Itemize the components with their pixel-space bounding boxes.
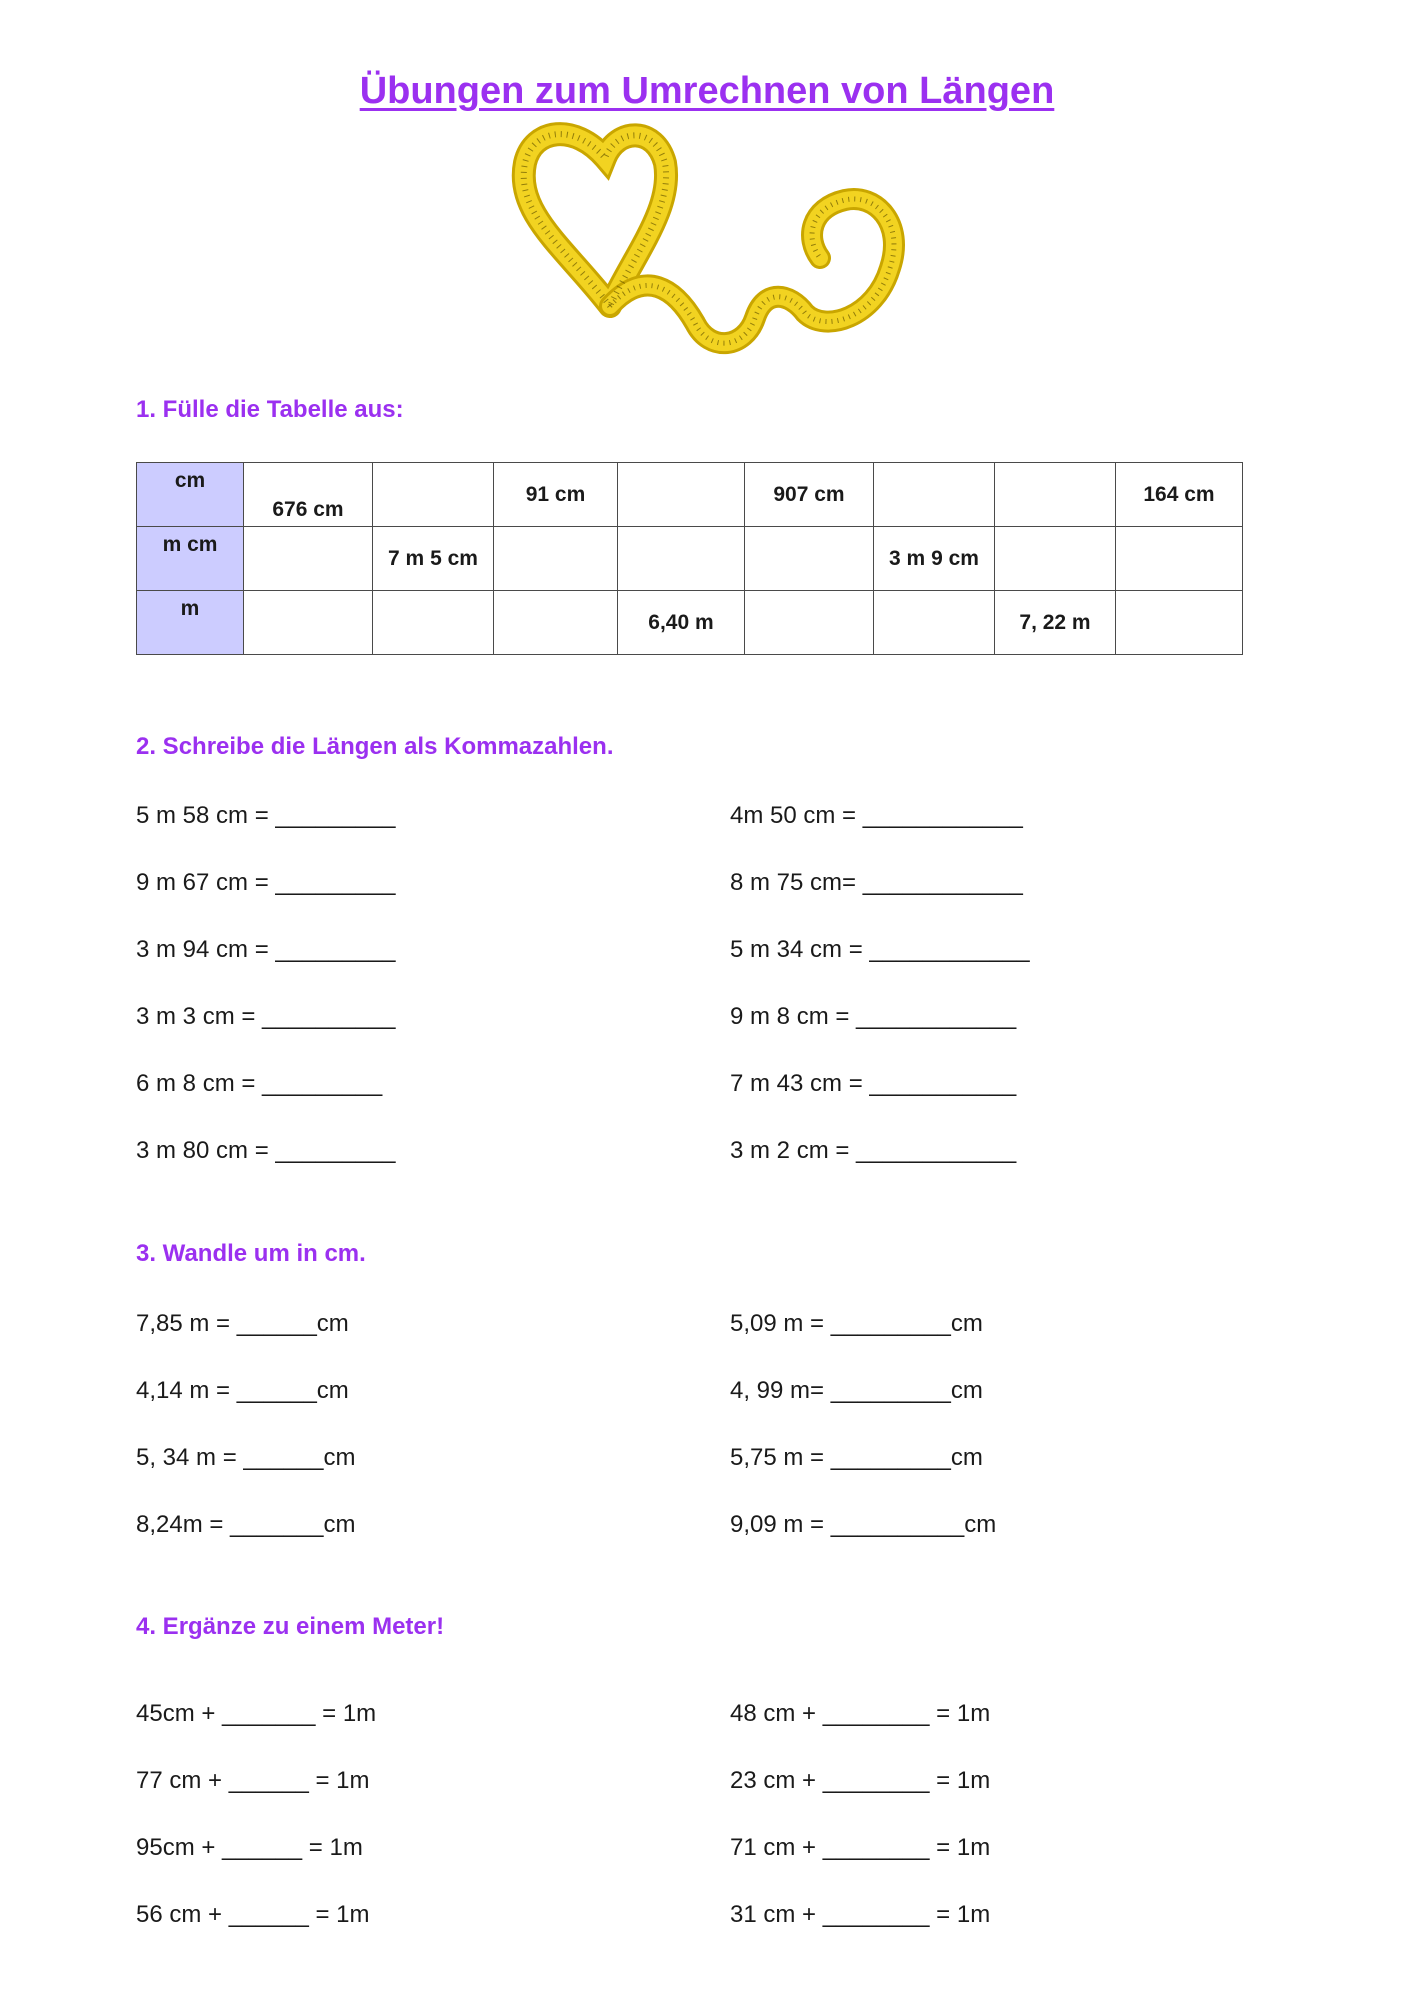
row-header-m: m [137, 591, 244, 655]
exercise-item: 5, 34 m = ______cm [136, 1444, 356, 1471]
table-cell[interactable]: 3 m 9 cm [874, 527, 995, 591]
table-cell[interactable] [874, 463, 995, 527]
table-cell[interactable]: 164 cm [1116, 463, 1243, 527]
section-2-heading: 2. Schreibe die Längen als Kommazahlen. [136, 733, 614, 760]
table-cell[interactable]: 7 m 5 cm [373, 527, 494, 591]
exercise-item: 5 m 58 cm = _________ [136, 802, 396, 829]
table-cell[interactable] [244, 527, 373, 591]
table-cell[interactable]: 7, 22 m [995, 591, 1116, 655]
exercise-item: 3 m 94 cm = _________ [136, 936, 396, 963]
table-cell[interactable]: 91 cm [494, 463, 618, 527]
table-cell[interactable] [373, 591, 494, 655]
table-row [137, 463, 1243, 527]
table-cell[interactable] [618, 463, 745, 527]
exercise-item: 45cm + _______ = 1m [136, 1700, 377, 1727]
exercise-item: 4m 50 cm = ____________ [730, 802, 1023, 829]
exercise-item: 7,85 m = ______cm [136, 1310, 349, 1337]
exercise-item: 4,14 m = ______cm [136, 1377, 349, 1404]
measuring-tape-heart-image [505, 118, 925, 363]
exercise-item: 5,09 m = _________cm [730, 1310, 983, 1337]
table-cell[interactable] [745, 591, 874, 655]
exercise-item: 5 m 34 cm = ____________ [730, 936, 1030, 963]
section-1-heading: 1. Fülle die Tabelle aus: [136, 396, 404, 423]
table-cell[interactable]: 907 cm [745, 463, 874, 527]
row-header-cm: cm [137, 463, 244, 527]
table-cell[interactable] [745, 527, 874, 591]
exercise-item: 9,09 m = __________cm [730, 1511, 997, 1538]
exercise-item: 3 m 80 cm = _________ [136, 1137, 396, 1164]
table-cell[interactable] [995, 527, 1116, 591]
exercise-item: 4, 99 m= _________cm [730, 1377, 983, 1404]
exercise-item: 3 m 3 cm = __________ [136, 1003, 396, 1030]
exercise-item: 7 m 43 cm = ___________ [730, 1070, 1017, 1097]
conversion-table [136, 462, 1243, 655]
page-title: Übungen zum Umrechnen von Längen [359, 70, 1055, 112]
table-cell[interactable] [494, 591, 618, 655]
table-cell[interactable]: 676 cm [244, 463, 373, 527]
exercise-item: 9 m 8 cm = ____________ [730, 1003, 1017, 1030]
exercise-item: 48 cm + ________ = 1m [730, 1700, 991, 1727]
exercise-item: 6 m 8 cm = _________ [136, 1070, 383, 1097]
exercise-item: 8 m 75 cm= ____________ [730, 869, 1023, 896]
exercise-item: 31 cm + ________ = 1m [730, 1901, 991, 1928]
exercise-item: 8,24m = _______cm [136, 1511, 356, 1538]
table-cell[interactable] [995, 463, 1116, 527]
section-4-heading: 4. Ergänze zu einem Meter! [136, 1613, 445, 1640]
exercise-item: 23 cm + ________ = 1m [730, 1767, 991, 1794]
exercise-item: 95cm + ______ = 1m [136, 1834, 363, 1861]
exercise-item: 3 m 2 cm = ____________ [730, 1137, 1017, 1164]
table-cell[interactable] [494, 527, 618, 591]
section-3-heading: 3. Wandle um in cm. [136, 1240, 366, 1267]
table-row [137, 527, 1243, 591]
table-cell[interactable] [1116, 591, 1243, 655]
exercise-item: 9 m 67 cm = _________ [136, 869, 396, 896]
table-cell[interactable] [244, 591, 373, 655]
table-cell[interactable] [373, 463, 494, 527]
exercise-item: 5,75 m = _________cm [730, 1444, 983, 1471]
table-cell[interactable]: 6,40 m [618, 591, 745, 655]
table-cell[interactable] [874, 591, 995, 655]
exercise-item: 71 cm + ________ = 1m [730, 1834, 991, 1861]
row-header-m-cm: m cm [137, 527, 244, 591]
table-cell[interactable] [1116, 527, 1243, 591]
table-cell[interactable] [618, 527, 745, 591]
table-row [137, 591, 1243, 655]
exercise-item: 56 cm + ______ = 1m [136, 1901, 370, 1928]
exercise-item: 77 cm + ______ = 1m [136, 1767, 370, 1794]
